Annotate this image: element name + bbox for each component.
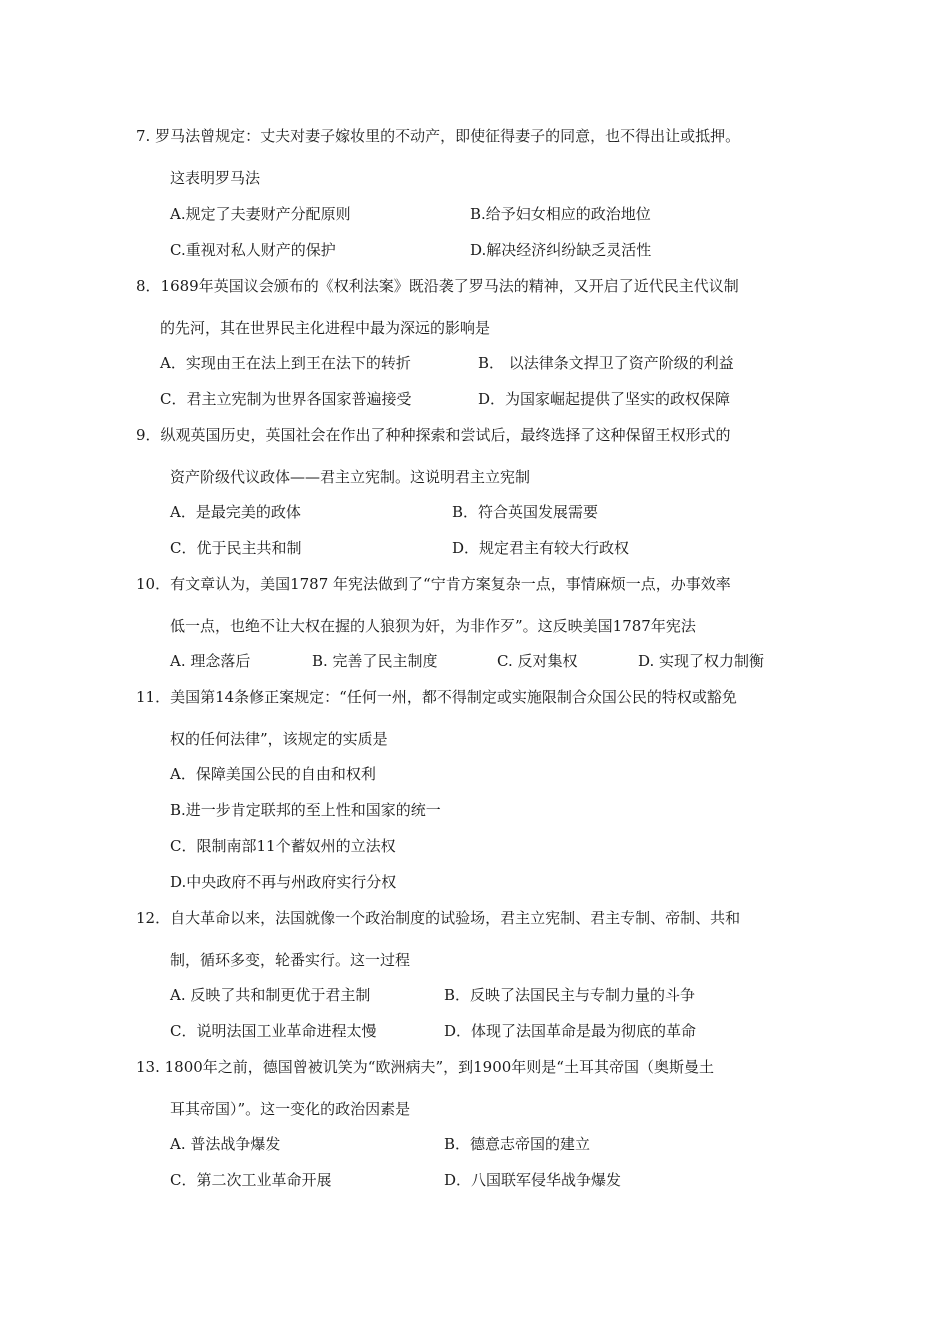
question-8-option-a: A．实现由王在法上到王在法下的转折: [160, 354, 411, 372]
question-10-stem: 10．有文章认为，美国1787 年宪法做到了“宁肯方案复杂一点，事情麻烦一点，办事效率: [136, 575, 731, 593]
question-9-option-c: C．优于民主共和制: [170, 539, 302, 557]
question-11-stem: 11．美国第14条修正案规定：“任何一州，都不得制定或实施限制合众国公民的特权或豁免: [136, 688, 737, 706]
question-10-stem-cont: 低一点，也绝不让大权在握的人狼狈为奸，为非作歹”。这反映美国1787年宪法: [170, 617, 696, 635]
question-12-stem-cont: 制，循环多变，轮番实行。这一过程: [170, 951, 411, 969]
question-13-option-b: B．德意志帝国的建立: [444, 1135, 591, 1153]
question-11-option-d: D.中央政府不再与州政府实行分权: [170, 873, 397, 891]
question-13-option-a: A. 普法战争爆发: [170, 1135, 281, 1153]
question-9-stem: 9．纵观英国历史，英国社会在作出了种种探索和尝试后，最终选择了这种保留王权形式的: [136, 426, 731, 444]
question-11-option-a: A．保障美国公民的自由和权利: [170, 765, 376, 783]
question-8-option-b: B． 以法律条文捍卫了资产阶级的利益: [478, 354, 734, 372]
question-13-option-c: C．第二次工业革命开展: [170, 1171, 332, 1189]
question-13-stem-cont: 耳其帝国）”。这一变化的政治因素是: [170, 1100, 411, 1118]
question-7-option-b: B.给予妇女相应的政治地位: [470, 205, 651, 223]
question-12-stem: 12．自大革命以来，法国就像一个政治制度的试验场，君主立宪制、君主专制、帝制、共和: [136, 909, 741, 927]
question-8-stem-cont: 的先河，其在世界民主化进程中最为深远的影响是: [160, 319, 491, 337]
question-12-option-b: B．反映了法国民主与专制力量的斗争: [444, 986, 696, 1004]
question-12-option-c: C．说明法国工业革命进程太慢: [170, 1022, 377, 1040]
question-10-option-c: C. 反对集权: [497, 652, 578, 670]
question-12-option-a: A. 反映了共和制更优于君主制: [170, 986, 371, 1004]
question-11-option-c: C．限制南部11个蓄奴州的立法权: [170, 837, 396, 855]
question-7-option-a: A.规定了夫妻财产分配原则: [170, 205, 351, 223]
question-7-option-d: D.解决经济纠纷缺乏灵活性: [470, 241, 652, 259]
question-7-option-c: C.重视对私人财产的保护: [170, 241, 336, 259]
question-10-option-d: D. 实现了权力制衡: [638, 652, 765, 670]
question-13-stem: 13. 1800年之前，德国曾被讥笑为“欧洲病夫”，到1900年则是“土耳其帝国（奥斯曼土: [136, 1058, 714, 1076]
question-7-stem-cont: 这表明罗马法: [170, 169, 261, 187]
question-11-stem-cont: 权的任何法律”，该规定的实质是: [170, 730, 388, 748]
question-8-option-d: D．为国家崛起提供了坚实的政权保障: [478, 390, 731, 408]
question-9-option-b: B．符合英国发展需要: [452, 503, 599, 521]
question-12-option-d: D．体现了法国革命是最为彻底的革命: [444, 1022, 697, 1040]
question-9-option-d: D．规定君主有较大行政权: [452, 539, 630, 557]
question-9-option-a: A．是最完美的政体: [170, 503, 301, 521]
question-7-stem: 7. 罗马法曾规定：丈夫对妻子嫁妆里的不动产，即使征得妻子的同意，也不得出让或抵押。: [136, 127, 741, 145]
question-10-option-a: A. 理念落后: [170, 652, 251, 670]
question-13-option-d: D．八国联军侵华战争爆发: [444, 1171, 622, 1189]
question-8-stem: 8．1689年英国议会颁布的《权利法案》既沿袭了罗马法的精神，又开启了近代民主代议制: [136, 277, 739, 295]
question-10-option-b: B. 完善了民主制度: [312, 652, 438, 670]
question-9-stem-cont: 资产阶级代议政体——君主立宪制。这说明君主立宪制: [170, 468, 531, 486]
question-11-option-b: B.进一步肯定联邦的至上性和国家的统一: [170, 801, 441, 819]
question-8-option-c: C．君主立宪制为世界各国家普遍接受: [160, 390, 412, 408]
